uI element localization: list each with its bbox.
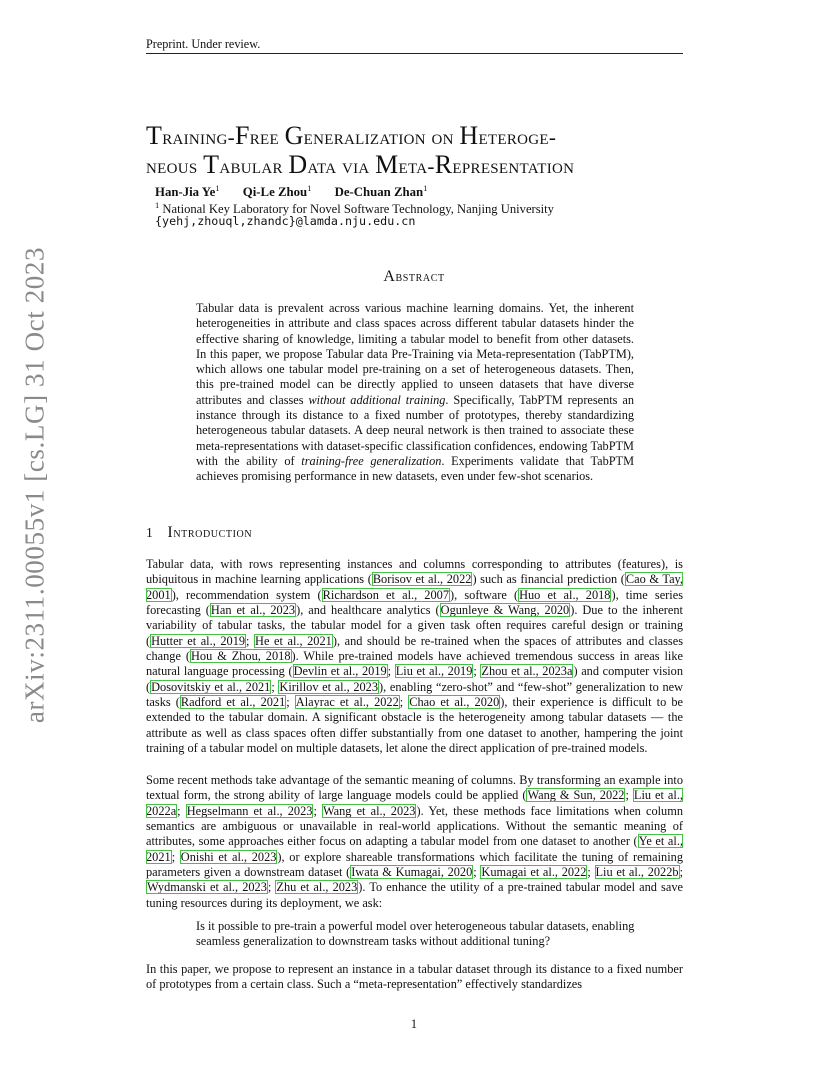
- arxiv-identifier-stamp[interactable]: arXiv:2311.00055v1 [cs.LG] 31 Oct 2023: [19, 246, 50, 724]
- citation-link[interactable]: Iwata & Kumagai, 2020: [351, 865, 473, 880]
- citation-link[interactable]: Richardson et al., 2007: [322, 587, 449, 602]
- citation-link[interactable]: Hou & Zhou, 2018: [191, 649, 291, 664]
- paper-title: [146, 122, 706, 180]
- citation-link[interactable]: Dosovitskiy et al., 2021: [151, 679, 271, 694]
- citation-link[interactable]: Devlin et al., 2019: [293, 664, 387, 679]
- author-list: [155, 183, 447, 200]
- author: De-Chuan Zhan$^1$: [334, 183, 428, 199]
- citation-link[interactable]: Ogunleye & Wang, 2020: [440, 603, 570, 618]
- citation-link[interactable]: Alayrac et al., 2022: [295, 695, 399, 710]
- citation-link[interactable]: Ye et al., 2021: [146, 834, 683, 864]
- citation-link[interactable]: Han et al., 2023: [210, 603, 296, 618]
- running-head: Preprint. Under review.: [146, 37, 261, 51]
- author: Han-Jia Ye$^1$: [155, 183, 220, 199]
- citation-link[interactable]: Onishi et al., 2023: [180, 849, 277, 864]
- citation-link[interactable]: Borisov et al., 2022: [372, 572, 472, 587]
- abstract-text: Tabular data is prevalent across various machine learning domains. Yet, the inherent heterogeneities in attribute and class spaces across different tabular datasets hinder the effective sharing of knowledge, limiting a tabular model to benefit from other datasets. In this paper, we propose Tabular data Pre-Training via Meta-representation (TabPTM), which allows one tabular model pre-training on a set of heterogeneous datasets. Then, this pre-trained model can be directly applied to unseen datasets that have diverse attributes and classes without additional training. Specifically, TabPTM represents an instance through its distance to a fixed number of prototypes, thereby standardizing heterogeneous tabular datasets. A deep neural network is then trained to associate these meta-representations with dataset-specific classification confidences, endowing TabPTM with the ability of training-free generalization. Experiments validate that TabPTM achieves promising performance in new datasets, even under few-shot scenarios.: [196, 301, 635, 484]
- abstract-heading: Abstract: [383, 268, 445, 285]
- research-question: Is it possible to pre-train a powerful model over heterogeneous tabular datasets, enabling seamless generalization to downstream tasks without additional tuning?: [196, 919, 635, 949]
- citation-link[interactable]: Chao et al., 2020: [409, 695, 500, 710]
- citation-link[interactable]: Kumagai et al., 2022: [481, 865, 587, 880]
- page-number: 1: [410, 1017, 418, 1031]
- header-rule: [146, 53, 683, 54]
- citation-link[interactable]: Liu et al., 2019: [395, 664, 473, 679]
- citation-link[interactable]: Cao & Tay, 2001: [146, 572, 683, 602]
- citation-link[interactable]: Wang et al., 2023: [322, 803, 416, 818]
- citation-link[interactable]: Hegselmann et al., 2023: [186, 803, 313, 818]
- citation-link[interactable]: Zhu et al., 2023: [276, 880, 358, 895]
- title-line-1: Training-Free Generalization on Heteroge-: [146, 121, 557, 151]
- citation-link[interactable]: He et al., 2021: [255, 633, 332, 648]
- section-heading-introduction: 1 Introduction: [146, 524, 253, 541]
- affiliation: $^1$ National Key Laboratory for Novel Software Technology, Nanjing University: [155, 200, 554, 216]
- author: Qi-Le Zhou$^1$: [242, 183, 312, 199]
- citation-link[interactable]: Wang & Sun, 2022: [527, 788, 625, 803]
- citation-link[interactable]: Wydmanski et al., 2023: [147, 880, 267, 895]
- paragraph-2: Some recent methods take advantage of the semantic meaning of columns. By transforming an example into textual form, the strong ability of large language models could be applied (Wang & Sun, 2022; Liu et al., 2022a; Hegselmann et al., 2023; Wang et al., 2023). Yet, these methods face limitations when column semantics are ambiguous or unavailable in real-world applications. Without the semantic meaning of attributes, some approaches either focus on adapting a tabular model from one dataset to another (Ye et al., 2021; Onishi et al., 2023), or explore shareable transformations which facilitate the tuning of remaining parameters given a downstream dataset (Iwata & Kumagai, 2020; Kumagai et al., 2022; Liu et al., 2022b; Wydmanski et al., 2023; Zhu et al., 2023). To enhance the utility of a pre-trained tabular model and save tuning resources during its deployment, we ask:: [146, 773, 684, 910]
- citation-link[interactable]: Liu et al., 2022a: [146, 788, 684, 818]
- title-line-2: neous Tabular Data via Meta-Representation: [146, 150, 575, 180]
- paragraph-3: In this paper, we propose to represent an instance in a tabular dataset through its distance to a fixed number of prototypes from a certain class. Such a “meta-representation” effectively standardizes: [146, 962, 683, 992]
- citation-link[interactable]: Kirillov et al., 2023: [279, 679, 379, 694]
- citation-link[interactable]: Hutter et al., 2019: [151, 633, 246, 648]
- abstract-heading-text: bstract: [395, 269, 445, 284]
- citation-link[interactable]: Zhou et al., 2023a: [481, 664, 573, 679]
- citation-link[interactable]: Huo et al., 2018: [519, 587, 611, 602]
- citation-link[interactable]: Radford et al., 2021: [180, 695, 286, 710]
- author-email[interactable]: {yehj,zhouql,zhandc}@lamda.nju.edu.cn: [155, 214, 416, 228]
- citation-link[interactable]: Liu et al., 2022b: [595, 865, 679, 880]
- paragraph-1: Tabular data, with rows representing instances and columns corresponding to attributes (features), is ubiquitous in machine learning applications (Borisov et al., 2022) such as financial prediction (Cao & Tay, 2001), recommendation system (Richardson et al., 2007), software (Huo et al., 2018), time series forecasting (Han et al., 2023), and healthcare analytics (Ogunleye & Wang, 2020). Due to the inherent variability of tabular tasks, the tabular model for a given task often requires careful design or training (Hutter et al., 2019; He et al., 2021), and should be re-trained when the spaces of attributes and classes change (Hou & Zhou, 2018). While pre-trained models have achieved tremendous success in areas like natural language processing (Devlin et al., 2019; Liu et al., 2019; Zhou et al., 2023a) and computer vision (Dosovitskiy et al., 2021; Kirillov et al., 2023), enabling “zero-shot” and “few-shot” generalization to new tasks (Radford et al., 2021; Alayrac et al., 2022; Chao et al., 2020), their experience is difficult to be extended to the tabular domain. A significant obstacle is the heterogeneity among tabular datasets — the attribute as well as class spaces often differ substantially from one dataset to another, hampering the joint training of a tabular model on multiple datasets, let alone the direct application of pre-trained models.: [146, 557, 684, 756]
